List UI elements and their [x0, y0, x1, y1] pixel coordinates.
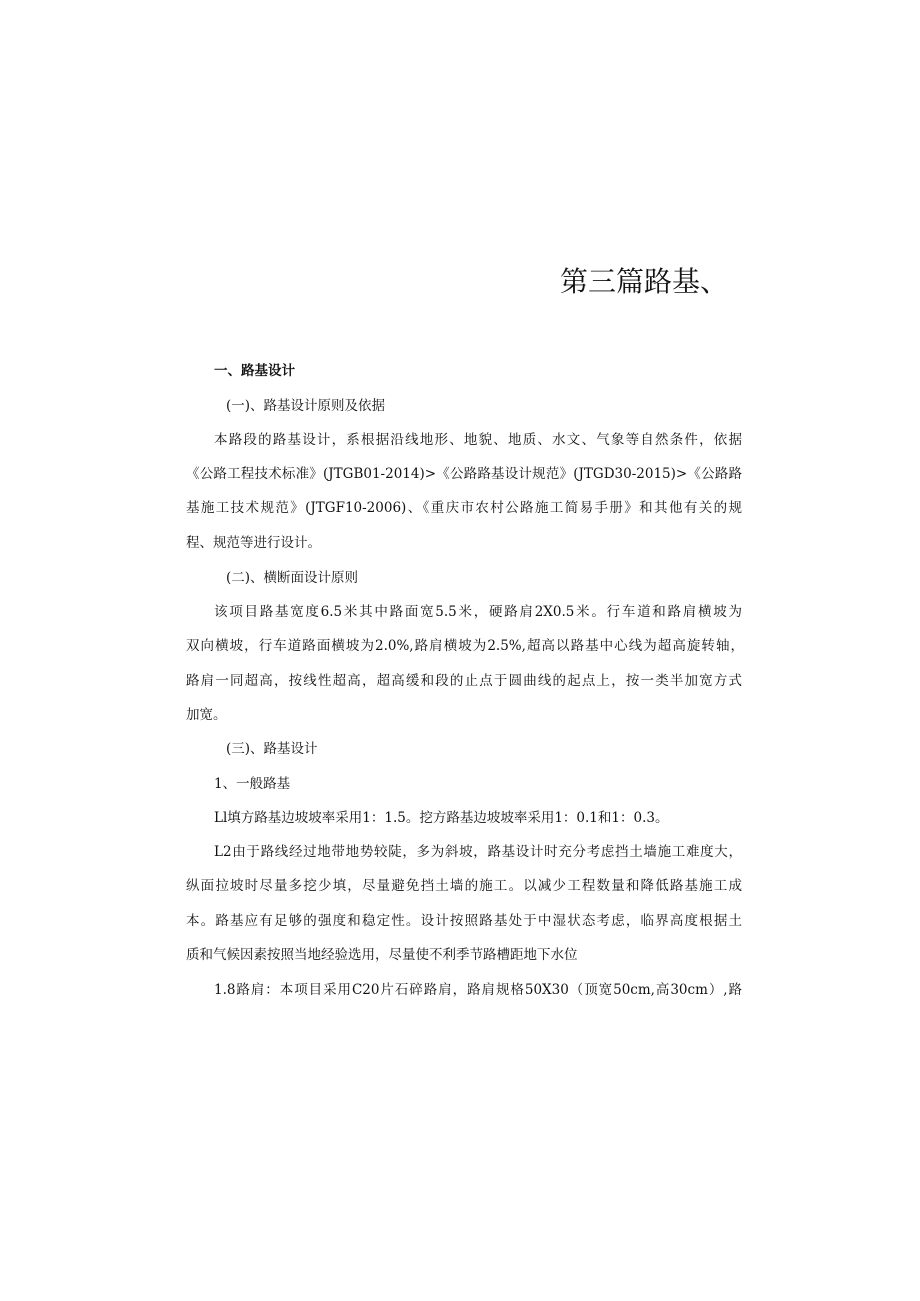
- clause-1-2-line-1: L2由于路线经过地带地势较陡，多为斜坡，路基设计时充分考虑挡土墙施工难度大，: [214, 844, 742, 860]
- paragraph-1-line-1: 本路段的路基设计，系根据沿线地形、地貌、地质、水文、气象等自然条件，依据: [214, 432, 742, 448]
- paragraph-2-line-3: 路肩一同超高，按线性超高，超高缓和段的止点于圆曲线的起点上，按一类半加宽方式: [186, 673, 742, 689]
- section-heading: 一、路基设计: [214, 363, 295, 379]
- clause-1-2-line-4: 质和气候因素按照当地经验选用，尽量使不利季节路槽距地下水位: [186, 947, 578, 963]
- subsection-heading-3: (三)、路基设计: [226, 741, 318, 757]
- paragraph-2-line-1: 该项目路基宽度6.5米其中路面宽5.5米，硬路肩2X0.5米。行车道和路肩横坡为: [214, 604, 742, 620]
- clause-1-2-line-2: 纵面拉坡时尽量多挖少填，尽量避免挡土墙的施工。以减少工程数量和降低路基施工成: [186, 878, 742, 894]
- subsection-heading-2: (二)、横断面设计原则: [226, 570, 359, 586]
- paragraph-1-line-3: 基施工技术规范》(JTGF10-2006)、《重庆市农村公路施工简易手册》和其他有关的规: [186, 500, 742, 516]
- clause-1-8: 1.8路肩：本项目采用C20片石碎路肩，路肩规格50X30（顶宽50cm,高30cm）,路: [214, 982, 742, 998]
- paragraph-2-line-2: 双向横坡，行车道路面横坡为2.0%,路肩横坡为2.5%,超高以路基中心线为超高旋转轴，: [186, 638, 744, 654]
- chapter-title: 第三篇路基、: [560, 265, 729, 298]
- subsection-heading-1: (一)、路基设计原则及依据: [226, 398, 386, 414]
- paragraph-2-line-4: 加宽。: [186, 707, 227, 723]
- clause-1-1: Ll填方路基边坡坡率采用1：1.5。挖方路基边坡坡率采用1：0.1和1：0.3。: [214, 810, 669, 826]
- item-heading-1: 1、一般路基: [214, 776, 291, 792]
- clause-1-2-line-3: 本。路基应有足够的强度和稳定性。设计按照路基处于中湿状态考虑，临界高度根据土: [186, 913, 742, 929]
- paragraph-1-line-4: 程、规范等进行设计。: [186, 535, 321, 551]
- paragraph-1-line-2: 《公路工程技术标准》(JTGB01-2014)>《公路路基设计规范》(JTGD30-2015)>《公路路: [186, 466, 742, 482]
